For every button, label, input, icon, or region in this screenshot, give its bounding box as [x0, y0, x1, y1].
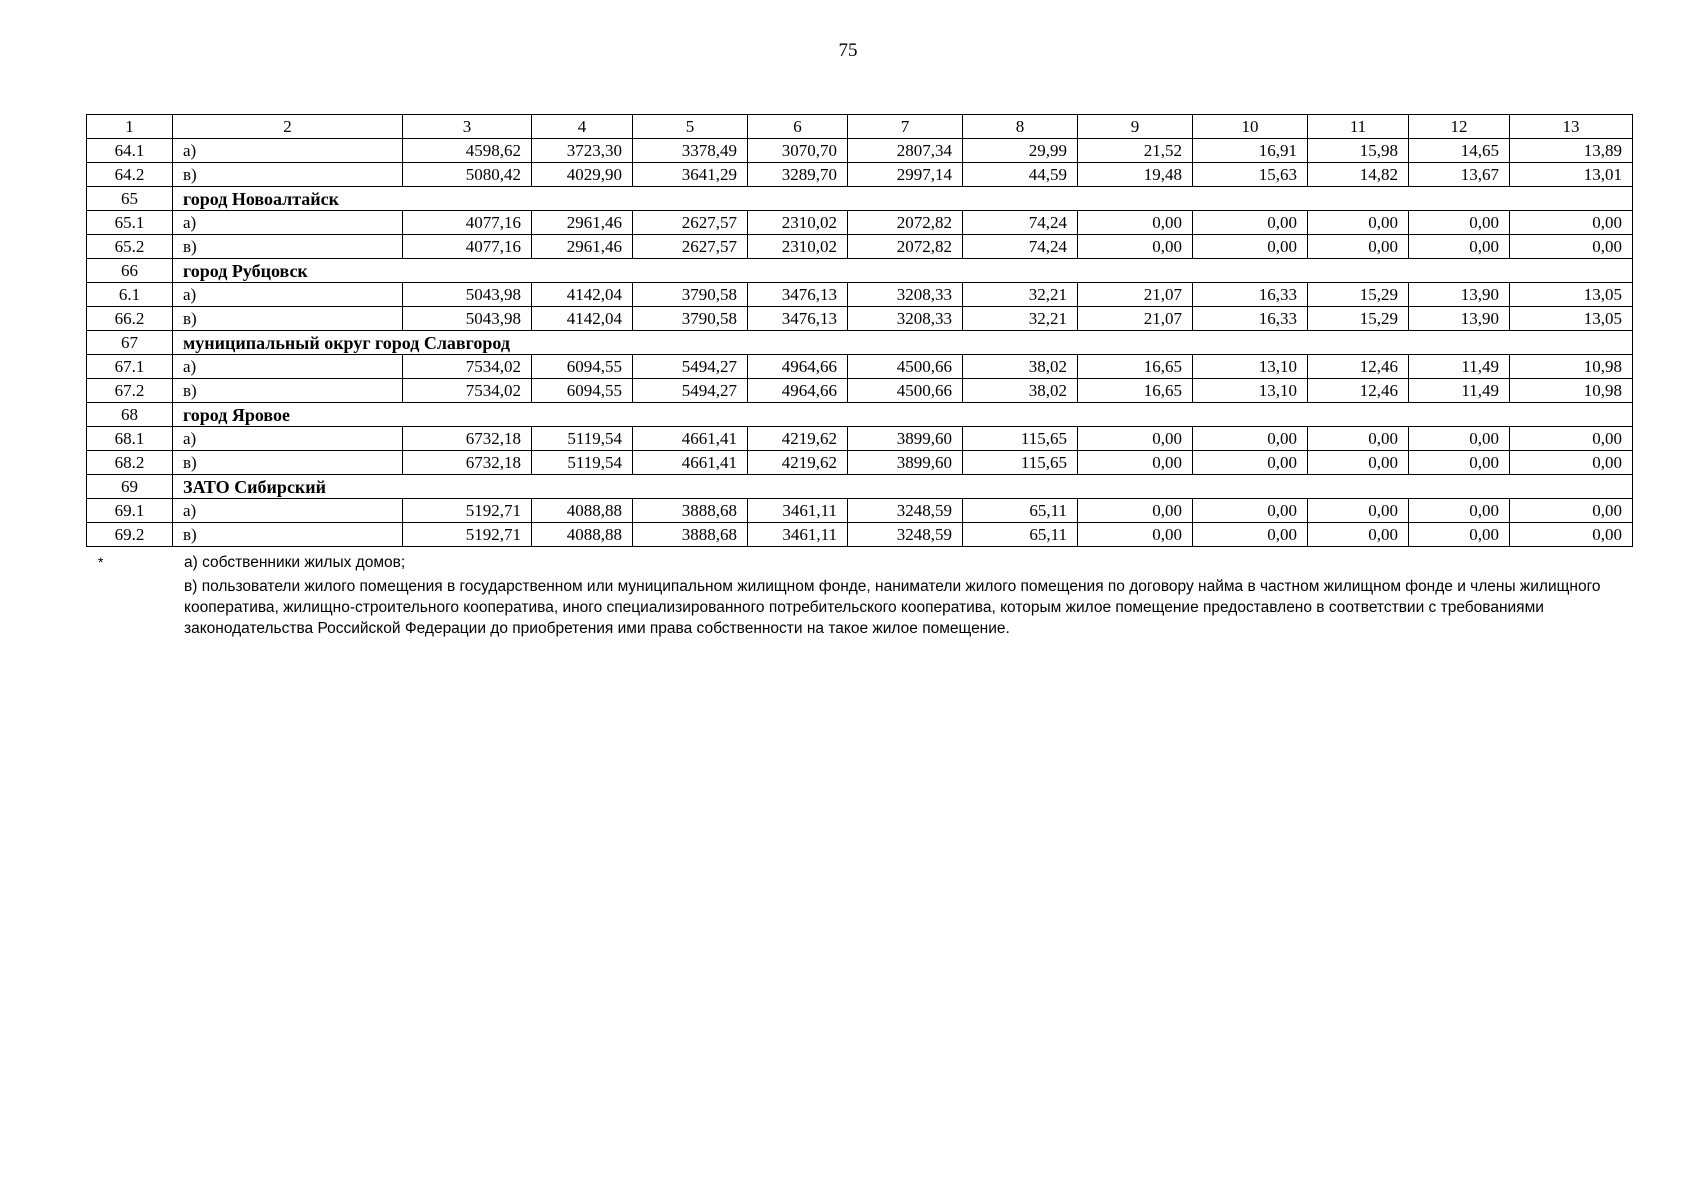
value-cell: 0,00 [1193, 427, 1308, 451]
value-cell: 13,05 [1510, 283, 1633, 307]
section-title: город Новоалтайск [173, 187, 1633, 211]
value-cell: 3790,58 [633, 283, 748, 307]
section-title: ЗАТО Сибирский [173, 475, 1633, 499]
row-number: 68.2 [87, 451, 173, 475]
table-row [87, 379, 1633, 403]
value-cell: 0,00 [1510, 427, 1633, 451]
value-cell: 13,10 [1193, 355, 1308, 379]
section-title: город Рубцовск [173, 259, 1633, 283]
value-cell: 65,11 [963, 499, 1078, 523]
value-cell: 0,00 [1193, 211, 1308, 235]
table-row [87, 523, 1633, 547]
value-cell: 5494,27 [633, 355, 748, 379]
value-cell: 115,65 [963, 451, 1078, 475]
value-cell: 21,07 [1078, 283, 1193, 307]
value-cell: 0,00 [1078, 499, 1193, 523]
table-row [87, 307, 1633, 331]
value-cell: 15,29 [1308, 307, 1409, 331]
value-cell: 13,89 [1510, 139, 1633, 163]
value-cell: 16,33 [1193, 307, 1308, 331]
footnote-line-b: в) пользователи жилого помещения в государственном или муниципальном жилищном фонде, наниматели жилого помещения по договору найма в частном жилищном фонде и члены жилищного кооператива, жилищно-строительного кооператива, иного специализированного потребительского кооператива, которым жилое помещение предоставлено в соответствии с требованиями законодательства Российской Федерации до приобретения ими права собственности на такое жилое помещение. [184, 578, 1601, 637]
row-number: 67.1 [87, 355, 173, 379]
value-cell: 32,21 [963, 307, 1078, 331]
value-cell: 0,00 [1510, 451, 1633, 475]
header-cell: 8 [963, 115, 1078, 139]
section-row [87, 331, 1633, 355]
row-label: в) [173, 523, 403, 547]
value-cell: 4077,16 [403, 235, 532, 259]
table-row [87, 451, 1633, 475]
header-cell: 11 [1308, 115, 1409, 139]
table-row [87, 355, 1633, 379]
row-label: в) [173, 379, 403, 403]
value-cell: 5192,71 [403, 499, 532, 523]
header-cell: 5 [633, 115, 748, 139]
row-label: в) [173, 163, 403, 187]
value-cell: 0,00 [1409, 523, 1510, 547]
value-cell: 0,00 [1193, 451, 1308, 475]
value-cell: 15,63 [1193, 163, 1308, 187]
value-cell: 2961,46 [532, 235, 633, 259]
value-cell: 3476,13 [748, 307, 848, 331]
value-cell: 0,00 [1078, 211, 1193, 235]
section-title: город Яровое [173, 403, 1633, 427]
value-cell: 13,01 [1510, 163, 1633, 187]
value-cell: 38,02 [963, 379, 1078, 403]
table-row [87, 283, 1633, 307]
row-label: а) [173, 355, 403, 379]
section-row [87, 475, 1633, 499]
value-cell: 0,00 [1510, 211, 1633, 235]
value-cell: 7534,02 [403, 355, 532, 379]
value-cell: 5494,27 [633, 379, 748, 403]
header-cell: 12 [1409, 115, 1510, 139]
value-cell: 0,00 [1308, 211, 1409, 235]
value-cell: 19,48 [1078, 163, 1193, 187]
header-cell: 4 [532, 115, 633, 139]
value-cell: 4142,04 [532, 283, 633, 307]
value-cell: 3899,60 [848, 427, 963, 451]
value-cell: 0,00 [1193, 499, 1308, 523]
value-cell: 2072,82 [848, 235, 963, 259]
value-cell: 0,00 [1409, 499, 1510, 523]
value-cell: 0,00 [1510, 235, 1633, 259]
value-cell: 4088,88 [532, 523, 633, 547]
value-cell: 2961,46 [532, 211, 633, 235]
header-cell: 9 [1078, 115, 1193, 139]
row-label: в) [173, 307, 403, 331]
value-cell: 74,24 [963, 235, 1078, 259]
row-label: а) [173, 211, 403, 235]
value-cell: 4142,04 [532, 307, 633, 331]
value-cell: 2310,02 [748, 235, 848, 259]
table-row [87, 427, 1633, 451]
value-cell: 3888,68 [633, 499, 748, 523]
value-cell: 2997,14 [848, 163, 963, 187]
value-cell: 4964,66 [748, 379, 848, 403]
section-title: муниципальный округ город Славгород [173, 331, 1633, 355]
value-cell: 6094,55 [532, 355, 633, 379]
value-cell: 3461,11 [748, 499, 848, 523]
page-number: 75 [838, 40, 858, 61]
value-cell: 0,00 [1078, 451, 1193, 475]
value-cell: 10,98 [1510, 379, 1633, 403]
section-row [87, 259, 1633, 283]
value-cell: 2627,57 [633, 211, 748, 235]
value-cell: 5043,98 [403, 307, 532, 331]
header-cell: 6 [748, 115, 848, 139]
row-number: 69.2 [87, 523, 173, 547]
value-cell: 32,21 [963, 283, 1078, 307]
value-cell: 0,00 [1409, 427, 1510, 451]
value-cell: 3476,13 [748, 283, 848, 307]
value-cell: 6732,18 [403, 451, 532, 475]
row-number: 69 [87, 475, 173, 499]
value-cell: 13,67 [1409, 163, 1510, 187]
value-cell: 3461,11 [748, 523, 848, 547]
value-cell: 3208,33 [848, 283, 963, 307]
value-cell: 4661,41 [633, 451, 748, 475]
row-label: в) [173, 451, 403, 475]
row-label: а) [173, 427, 403, 451]
row-number: 67 [87, 331, 173, 355]
value-cell: 3888,68 [633, 523, 748, 547]
value-cell: 0,00 [1308, 427, 1409, 451]
section-row [87, 187, 1633, 211]
value-cell: 10,98 [1510, 355, 1633, 379]
value-cell: 0,00 [1308, 499, 1409, 523]
value-cell: 13,10 [1193, 379, 1308, 403]
value-cell: 15,29 [1308, 283, 1409, 307]
row-number: 65.2 [87, 235, 173, 259]
value-cell: 3070,70 [748, 139, 848, 163]
value-cell: 44,59 [963, 163, 1078, 187]
value-cell: 0,00 [1510, 523, 1633, 547]
row-number: 69.1 [87, 499, 173, 523]
value-cell: 4964,66 [748, 355, 848, 379]
row-number: 68 [87, 403, 173, 427]
value-cell: 0,00 [1409, 451, 1510, 475]
value-cell: 5192,71 [403, 523, 532, 547]
value-cell: 4500,66 [848, 355, 963, 379]
value-cell: 115,65 [963, 427, 1078, 451]
value-cell: 12,46 [1308, 355, 1409, 379]
value-cell: 0,00 [1308, 523, 1409, 547]
footnote-marker: * [98, 554, 104, 570]
value-cell: 3641,29 [633, 163, 748, 187]
header-cell: 10 [1193, 115, 1308, 139]
header-row [87, 115, 1633, 139]
value-cell: 5119,54 [532, 451, 633, 475]
row-label: в) [173, 235, 403, 259]
value-cell: 4029,90 [532, 163, 633, 187]
value-cell: 0,00 [1078, 523, 1193, 547]
row-label: а) [173, 499, 403, 523]
value-cell: 74,24 [963, 211, 1078, 235]
footnote-line-a: а) собственники жилых домов; [184, 554, 406, 571]
value-cell: 3208,33 [848, 307, 963, 331]
value-cell: 4598,62 [403, 139, 532, 163]
value-cell: 0,00 [1308, 235, 1409, 259]
value-cell: 4500,66 [848, 379, 963, 403]
value-cell: 4219,62 [748, 427, 848, 451]
value-cell: 3289,70 [748, 163, 848, 187]
value-cell: 6094,55 [532, 379, 633, 403]
row-number: 66 [87, 259, 173, 283]
value-cell: 4077,16 [403, 211, 532, 235]
value-cell: 0,00 [1193, 523, 1308, 547]
table-body [87, 139, 1633, 547]
value-cell: 21,07 [1078, 307, 1193, 331]
header-cell: 7 [848, 115, 963, 139]
value-cell: 3899,60 [848, 451, 963, 475]
value-cell: 3248,59 [848, 523, 963, 547]
value-cell: 13,90 [1409, 307, 1510, 331]
value-cell: 0,00 [1078, 427, 1193, 451]
table-row [87, 139, 1633, 163]
value-cell: 4661,41 [633, 427, 748, 451]
value-cell: 0,00 [1409, 235, 1510, 259]
table-row [87, 499, 1633, 523]
header-cell: 13 [1510, 115, 1633, 139]
table-row [87, 211, 1633, 235]
header-cell: 2 [173, 115, 403, 139]
footnote [86, 552, 1632, 639]
value-cell: 5119,54 [532, 427, 633, 451]
value-cell: 12,46 [1308, 379, 1409, 403]
row-number: 65 [87, 187, 173, 211]
value-cell: 2627,57 [633, 235, 748, 259]
value-cell: 15,98 [1308, 139, 1409, 163]
row-label: а) [173, 283, 403, 307]
value-cell: 16,33 [1193, 283, 1308, 307]
value-cell: 16,65 [1078, 379, 1193, 403]
value-cell: 11,49 [1409, 355, 1510, 379]
value-cell: 11,49 [1409, 379, 1510, 403]
table-row [87, 163, 1633, 187]
row-number: 68.1 [87, 427, 173, 451]
value-cell: 3378,49 [633, 139, 748, 163]
row-number: 64.2 [87, 163, 173, 187]
value-cell: 5043,98 [403, 283, 532, 307]
value-cell: 2310,02 [748, 211, 848, 235]
value-cell: 14,65 [1409, 139, 1510, 163]
value-cell: 13,90 [1409, 283, 1510, 307]
row-number: 66.2 [87, 307, 173, 331]
value-cell: 6732,18 [403, 427, 532, 451]
row-number: 67.2 [87, 379, 173, 403]
value-cell: 65,11 [963, 523, 1078, 547]
value-cell: 0,00 [1193, 235, 1308, 259]
value-cell: 4219,62 [748, 451, 848, 475]
value-cell: 4088,88 [532, 499, 633, 523]
value-cell: 2072,82 [848, 211, 963, 235]
value-cell: 29,99 [963, 139, 1078, 163]
value-cell: 13,05 [1510, 307, 1633, 331]
section-row [87, 403, 1633, 427]
value-cell: 3723,30 [532, 139, 633, 163]
table-row [87, 235, 1633, 259]
value-cell: 0,00 [1308, 451, 1409, 475]
row-label: а) [173, 139, 403, 163]
header-cell: 3 [403, 115, 532, 139]
value-cell: 5080,42 [403, 163, 532, 187]
value-cell: 0,00 [1510, 499, 1633, 523]
value-cell: 2807,34 [848, 139, 963, 163]
value-cell: 3248,59 [848, 499, 963, 523]
header-cell: 1 [87, 115, 173, 139]
value-cell: 7534,02 [403, 379, 532, 403]
value-cell: 21,52 [1078, 139, 1193, 163]
row-number: 6.1 [87, 283, 173, 307]
value-cell: 3790,58 [633, 307, 748, 331]
value-cell: 0,00 [1409, 211, 1510, 235]
value-cell: 14,82 [1308, 163, 1409, 187]
value-cell: 16,91 [1193, 139, 1308, 163]
value-cell: 16,65 [1078, 355, 1193, 379]
value-cell: 0,00 [1078, 235, 1193, 259]
value-cell: 38,02 [963, 355, 1078, 379]
row-number: 64.1 [87, 139, 173, 163]
row-number: 65.1 [87, 211, 173, 235]
tariff-table [86, 114, 1633, 547]
